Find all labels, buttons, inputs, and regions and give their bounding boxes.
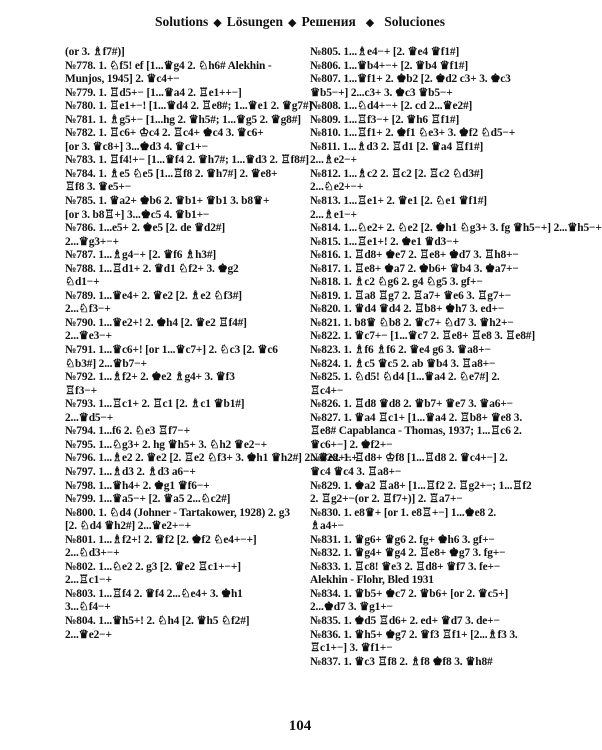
solution-line: №800. 1. ♘d4 (Johner - Tartakower, 1928) 2. g3 (65, 506, 290, 519)
solution-line: ♘b3#] 2...♛b7−+ (65, 357, 147, 370)
solution-line: 2...♘d3+−+ (65, 547, 120, 560)
solution-line: №795. 1...♘g3+ 2. hg ♛h5+ 3. ♘h2 ♛e2−+ (65, 438, 267, 451)
solution-line: 2...♛d5−+ (65, 411, 114, 424)
solution-line: №796. 1...♗e2 2. ♛e2 [2. ♖e2 ♘f3+ 3. ♚h1 ♛h2#] 2...♛e2+−+ (65, 452, 358, 465)
solution-line: ♘d1−+ (65, 276, 100, 289)
solution-line: №792. 1...♗f2+ 2. ♚e2 ♗g4+ 3. ♛f3 (65, 371, 235, 384)
diamond-icon: ◆ (213, 17, 222, 29)
solution-line: №806. 1...♛b4+−+ [2. ♛b4 ♛f1#] (310, 59, 468, 72)
solution-line: Alekhin - Flohr, Bled 1931 (310, 574, 434, 587)
solution-line: 2...♗e1−+ (310, 208, 357, 221)
solution-line: №814. 1...♘e2+ 2. ♘e2 [2. ♚h1 ♘g3+ 3. fg ♛h5−+] 2...♛h5−+ (310, 222, 602, 235)
solution-line: №824. 1. ♗c5 ♛c5 2. ab ♛b4 3. ♖a8+− (310, 357, 496, 370)
solutions-column-right (310, 46, 602, 669)
solution-line: ♖c1+−] 3. ♛f1+− (310, 642, 393, 655)
solution-line: №804. 1...♛h5+! 2. ♘h4 [2. ♛h5 ♘f2#] (65, 614, 250, 627)
solution-line: №821. 1. b8♛ ♘b8 2. ♛c7+ ♘d7 3. ♛h2+− (310, 316, 514, 329)
solution-line: №820. 1. ♛d4 ♛d4 2. ♖b8+ ♚h7 3. ed+− (310, 303, 505, 316)
solution-line: №803. 1...♖f4 2. ♛f4 2...♘e4+ 3. ♚h1 (65, 587, 243, 600)
solution-line: №833. 1. ♖c8! ♛e3 2. ♖d8+ ♛f7 3. fe+− (310, 560, 501, 573)
solution-line: №812. 1...♗c2 2. ♖c2 [2. ♖c2 ♘d3#] (310, 167, 484, 180)
solution-line: [or 3. ♛c8+] 3...♚d3 4. ♛c1+− (65, 140, 208, 153)
header-title-ru: Решения (301, 14, 356, 29)
solution-line: 2...♗e2−+ (310, 154, 357, 167)
solution-line: №790. 1...♛e2+! 2. ♚h4 [2. ♛e2 ♖f4#] (65, 316, 247, 329)
running-header (0, 14, 600, 34)
solution-line: №819. 1. ♖a8 ♖g7 2. ♖a7+ ♛e6 3. ♖g7+− (310, 289, 512, 302)
solution-line: №801. 1...♗f2+! 2. ♛f2 [2. ♚f2 ♘e4+−+] (65, 533, 257, 546)
solution-line: №837. 1. ♛c3 ♖f8 2. ♗f8 ♚f8 3. ♛h8# (310, 655, 493, 668)
solution-line: №815. 1...♖e1+! 2. ♚e1 ♛d3−+ (310, 235, 459, 248)
solution-line: №808. 1...♘d4+−+ [2. cd 2...♛e2#] (310, 100, 473, 113)
solution-line: 2...♛e3−+ (65, 330, 112, 343)
solution-line: №818. 1. ♗c2 ♘g6 2. g4 ♘g5 3. gf+− (310, 276, 483, 289)
solution-line: [or 3. b8♖+] 3...♚c5 4. ♛b1+− (65, 208, 210, 221)
solution-line: №788. 1...♖d1+ 2. ♛d1 ♘f2+ 3. ♚g2 (65, 262, 239, 275)
solution-line: №830. 1. e8♛+ [or 1. e8♖+−] 1...♚e8 2. (310, 506, 496, 519)
solution-line: ♖c4+− (310, 384, 344, 397)
solution-line: ♗a4+− (310, 520, 344, 533)
solution-line: 2...♛g3+−+ (65, 235, 119, 248)
header-title-de: Lösungen (226, 14, 283, 29)
diamond-icon: ◆ (365, 17, 375, 29)
solution-line: 2...♖c1−+ (65, 574, 112, 587)
solution-line: 2...♘e2+−+ (310, 181, 364, 194)
solution-line: №829. 1. ♚a2 ♖a8+ [1...♖f2 2. ♖g2+−; 1...♖f2 (310, 479, 532, 492)
solution-line: ♖f3−+ (65, 384, 97, 397)
solution-line: №778. 1. ♘f5! ef [1...♛g4 2. ♘h6# Alekhin - (65, 59, 272, 72)
solution-line: №822. 1. ♛c7+− [1...♛c7 2. ♖e8+ ♖e8 3. ♖e8#] (310, 330, 535, 343)
solution-line: №811. 1...♗d3 2. ♖d1 [2. ♛a4 ♖f1#] (310, 140, 484, 153)
solution-line: №817. 1. ♖e8+ ♚a7 2. ♚b6+ ♛b4 3. ♚a7+− (310, 262, 519, 275)
solution-line: 2...♚d7 3. ♛g1+− (310, 601, 393, 614)
solution-line: 3...♘f4−+ (65, 601, 111, 614)
solution-line: №805. 1...♗e4−+ [2. ♛e4 ♛f1#] (310, 46, 460, 58)
solution-line: №836. 1. ♛h5+ ♚g7 2. ♛f3 ♖f1+ [2...♗f3 3. (310, 628, 518, 641)
diamond-icon: ◆ (288, 17, 297, 29)
solution-line: №813. 1...♖e1+ 2. ♛e1 [2. ♘e1 ♛f1#] (310, 195, 487, 208)
solution-line: ♖e8# Capablanca - Thomas, 1937; 1...♖c6 2. (310, 425, 522, 438)
solution-line: №826. 1. ♖d8 ♛d8 2. ♛b7+ ♛e7 3. ♛a6+− (310, 398, 514, 411)
solution-line: №831. 1. ♛g6+ ♛g6 2. fg+ ♚h6 3. gf+− (310, 533, 495, 546)
solution-line: №786. 1...e5+ 2. ♚e5 [2. de ♛d2#] (65, 222, 225, 235)
solution-line: №783. 1. ♖f4!+− [1...♛f4 2. ♛h7#; 1...♛d3 2. ♖f8#] (65, 154, 309, 167)
solution-line: №780. 1. ♖e1+−! [1...♛d4 2. ♖e8#; 1...♛e1 2. ♛g7#] (65, 100, 313, 113)
solution-line: №789. 1...♛e4+ 2. ♛e2 [2. ♗e2 ♘f3#] (65, 289, 242, 302)
solution-line: 2...♘f3−+ (65, 303, 111, 316)
solution-line: №816. 1. ♖d8+ ♚e7 2. ♖e8+ ♚d7 3. ♖h8+− (310, 249, 519, 262)
header-title-en: Solutions (154, 14, 209, 29)
solution-line: №823. 1. ♗f6 ♗f6 2. ♛e4 g6 3. ♛a8+− (310, 344, 491, 357)
solution-line: [2. ♘d4 ♛h2#] 2...♛e2+−+ (65, 520, 191, 533)
solution-line: №832. 1. ♛g4+ ♛g4 2. ♖e8+ ♚g7 3. fg+− (310, 547, 506, 560)
solution-line: №779. 1. ♖d5+− [1...♛a4 2. ♖e1++−] (65, 86, 242, 99)
solution-line: №785. 1. ♛a2+ ♚b6 2. ♛b1+ ♛b1 3. b8♛+ (65, 195, 270, 208)
solution-line: №781. 1. ♗g5+− [1...hg 2. ♛h5#; 1...♛g5 2. ♛g8#] (65, 113, 301, 126)
page-number: 104 (288, 718, 312, 734)
solution-line: ♖f8 3. ♛e5+− (65, 181, 132, 194)
solution-line: №799. 1...♛a5−+ [2. ♛a5 2...♘c2#] (65, 493, 231, 506)
solution-line: ♛b5−+] 2...c3+ 3. ♚c3 ♛b5−+ (310, 86, 453, 99)
solution-line: №791. 1...♛c6+! [or 1...♛c7+] 2. ♘c3 [2. ♛c6 (65, 344, 278, 357)
solution-line: №827. 1. ♛a4 ♖c1+ [1...♛a4 2. ♖b8+ ♛e8 3. (310, 411, 523, 424)
header-title-es: Soluciones (384, 14, 446, 29)
solution-line: №784. 1. ♗e5 ♘e5 [1...♖f8 2. ♛h7#] 2. ♛e8+ (65, 167, 278, 180)
solution-line: 2. ♖g2+−(or 2. ♖f7+)] 2. ♖a7+− (310, 493, 463, 506)
solution-line: Munjos, 1945] 2. ♛c4+− (65, 73, 180, 86)
solution-line: №798. 1...♛h4+ 2. ♚g1 ♛f6−+ (65, 479, 210, 492)
solution-line: ♛c4 ♛c4 3. ♖a8+− (310, 465, 402, 478)
solution-line: (or 3. ♗f7#)] (65, 46, 125, 58)
solution-line: №807. 1...♛f1+ 2. ♚b2 [2. ♚d2 c3+ 3. ♚c3 (310, 73, 511, 86)
solution-line: №787. 1...♗g4−+ [2. ♛f6 ♗h3#] (65, 249, 217, 262)
solution-line: №828. 1. ♖d8+ ♔f8 [1...♖d8 2. ♛c4+−] 2. (310, 452, 508, 465)
solution-line: №835. 1. ♚d5 ♖d6+ 2. ed+ ♛d7 3. de+− (310, 614, 500, 627)
solution-line: 2...♛e2−+ (65, 628, 112, 641)
solution-line: №809. 1...♖f3−+ [2. ♛h6 ♖f1#] (310, 113, 460, 126)
solution-line: ♛c6+−] 2. ♚f2+− (310, 438, 393, 451)
solution-line: №834. 1. ♛b5+ ♚c7 2. ♛b6+ [or 2. ♛c5+] (310, 587, 509, 600)
solution-line: №802. 1...♘e2 2. g3 [2. ♛e2 ♖c1+−+] (65, 560, 241, 573)
solution-line: №794. 1...f6 2. ♘e3 ♖f7−+ (65, 425, 190, 438)
solution-line: №797. 1...♗d3 2. ♗d3 a6−+ (65, 465, 196, 478)
solution-line: №810. 1...♖f1+ 2. ♚f1 ♘e3+ 3. ♚f2 ♘d5−+ (310, 127, 516, 140)
solution-line: №825. 1. ♘d5! ♘d4 [1...♛a4 2. ♘e7#] 2. (310, 371, 500, 384)
solution-line: №782. 1. ♖c6+ ♔c4 2. ♖c4+ ♚c4 3. ♛c6+ (65, 127, 264, 140)
solution-line: №793. 1...♖c1+ 2. ♖c1 [2. ♗c1 ♛b1#] (65, 398, 245, 411)
